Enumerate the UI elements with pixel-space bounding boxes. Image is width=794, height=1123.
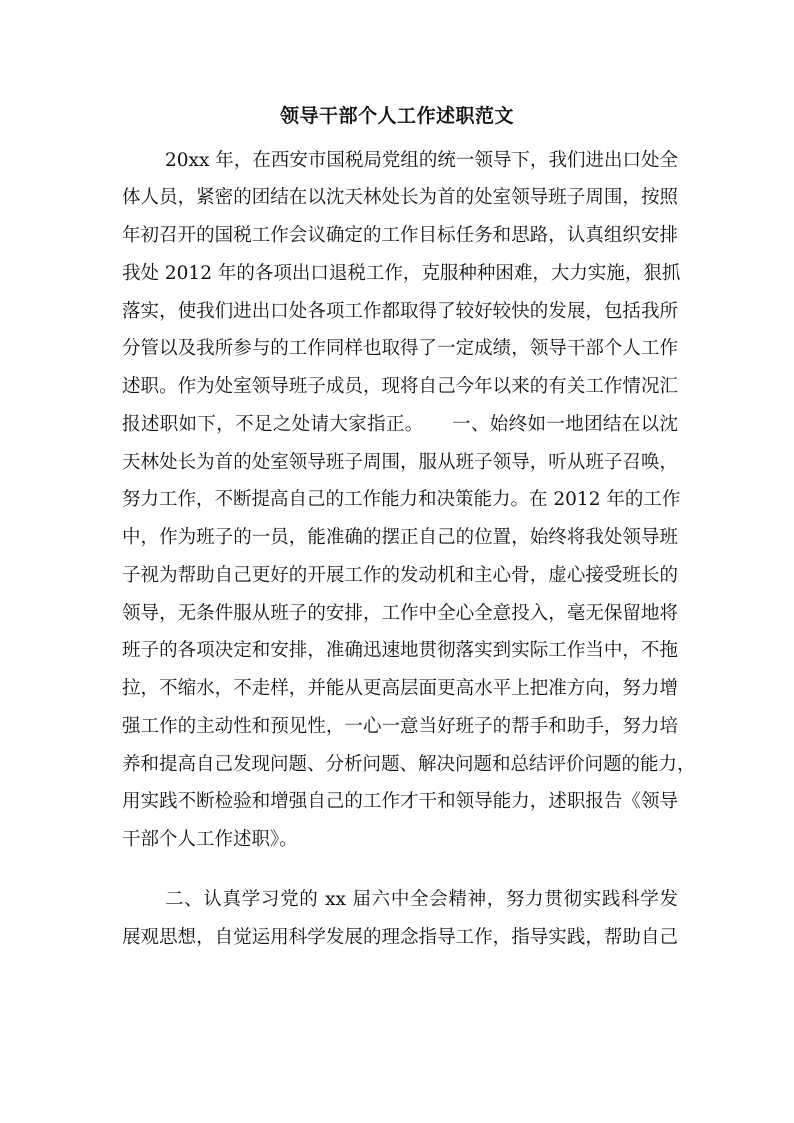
paragraph-1-line-7: 述职。作为处室领导班子成员，现将自己今年以来的有关工作情况汇: [122, 376, 678, 397]
paragraph-1-line-13: 领导，无条件服从班子的安排，工作中全心全意投入，毫无保留地将: [122, 603, 678, 624]
paragraph-1-line-9: 天林处长为首的处室领导班子周围，服从班子领导，听从班子召唤，: [122, 452, 678, 473]
paragraph-1-line-16: 强工作的主动性和预见性，一心一意当好班子的帮手和助手，努力培: [122, 716, 678, 737]
paragraph-1-line-18: 用实践不断检验和增强自己的工作才干和领导能力，述职报告《领导: [122, 791, 678, 812]
paragraph-1-line-17: 养和提高自己发现问题、分析问题、解决问题和总结评价问题的能力，: [122, 754, 696, 775]
paragraph-1-line-5: 落实，使我们进出口处各项工作都取得了较好较快的发展，包括我所: [122, 301, 678, 322]
paragraph-1-line-2: 体人员，紧密的团结在以沈天林处长为首的处室领导班子周围，按照: [122, 187, 678, 208]
paragraph-1-line-4: 我处 2012 年的各项出口退税工作，克服种种困难，大力实施，狠抓: [122, 263, 681, 284]
paragraph-1-line-15: 拉，不缩水，不走样，并能从更高层面更高水平上把准方向，努力增: [122, 678, 678, 699]
paragraph-1-line-8: 报述职如下，不足之处请大家指正。 一、始终如一地团结在以沈: [122, 414, 678, 435]
paragraph-1-line-11: 中，作为班子的一员，能准确的摆正自己的位置，始终将我处领导班: [122, 527, 678, 548]
paragraph-1-line-14: 班子的各项决定和安排，准确迅速地贯彻落实到实际工作当中，不拖: [122, 640, 678, 661]
paragraph-2-line-2: 展观思想，自觉运用科学发展的理念指导工作，指导实践，帮助自己: [122, 927, 678, 948]
paragraph-1-line-12: 子视为帮助自己更好的开展工作的发动机和主心骨，虚心接受班长的: [122, 565, 678, 586]
document-title: 领导干部个人工作述职范文: [279, 105, 514, 127]
paragraph-1-line-1: 20xx 年，在西安市国税局党组的统一领导下，我们进出口处全: [165, 150, 678, 171]
paragraph-2-line-1: 二、认真学习党的 xx 届六中全会精神，努力贯彻实践科学发: [165, 889, 678, 910]
paragraph-1-line-19: 干部个人工作述职》。: [122, 829, 298, 850]
paragraph-1-line-10: 努力工作，不断提高自己的工作能力和决策能力。在 2012 年的工作: [122, 489, 681, 510]
paragraph-1-line-3: 年初召开的国税工作会议确定的工作目标任务和思路，认真组织安排: [122, 225, 678, 246]
paragraph-1-line-6: 分管以及我所参与的工作同样也取得了一定成绩，领导干部个人工作: [122, 338, 678, 359]
